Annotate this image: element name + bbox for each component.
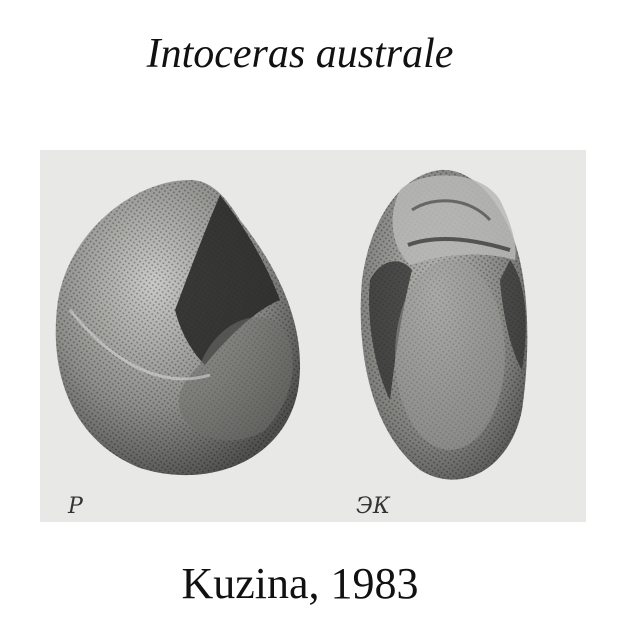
specimen-apertural-view <box>361 170 528 480</box>
view-label-right: ЭК <box>356 494 390 519</box>
author-credit: Kuzina, 1983 <box>181 559 419 608</box>
specimen-lateral-view <box>56 180 300 475</box>
species-title: Intoceras australe <box>146 31 454 77</box>
fossil-photo-plate <box>40 150 586 522</box>
view-label-left: P <box>68 494 83 519</box>
fossil-photo <box>40 150 586 522</box>
